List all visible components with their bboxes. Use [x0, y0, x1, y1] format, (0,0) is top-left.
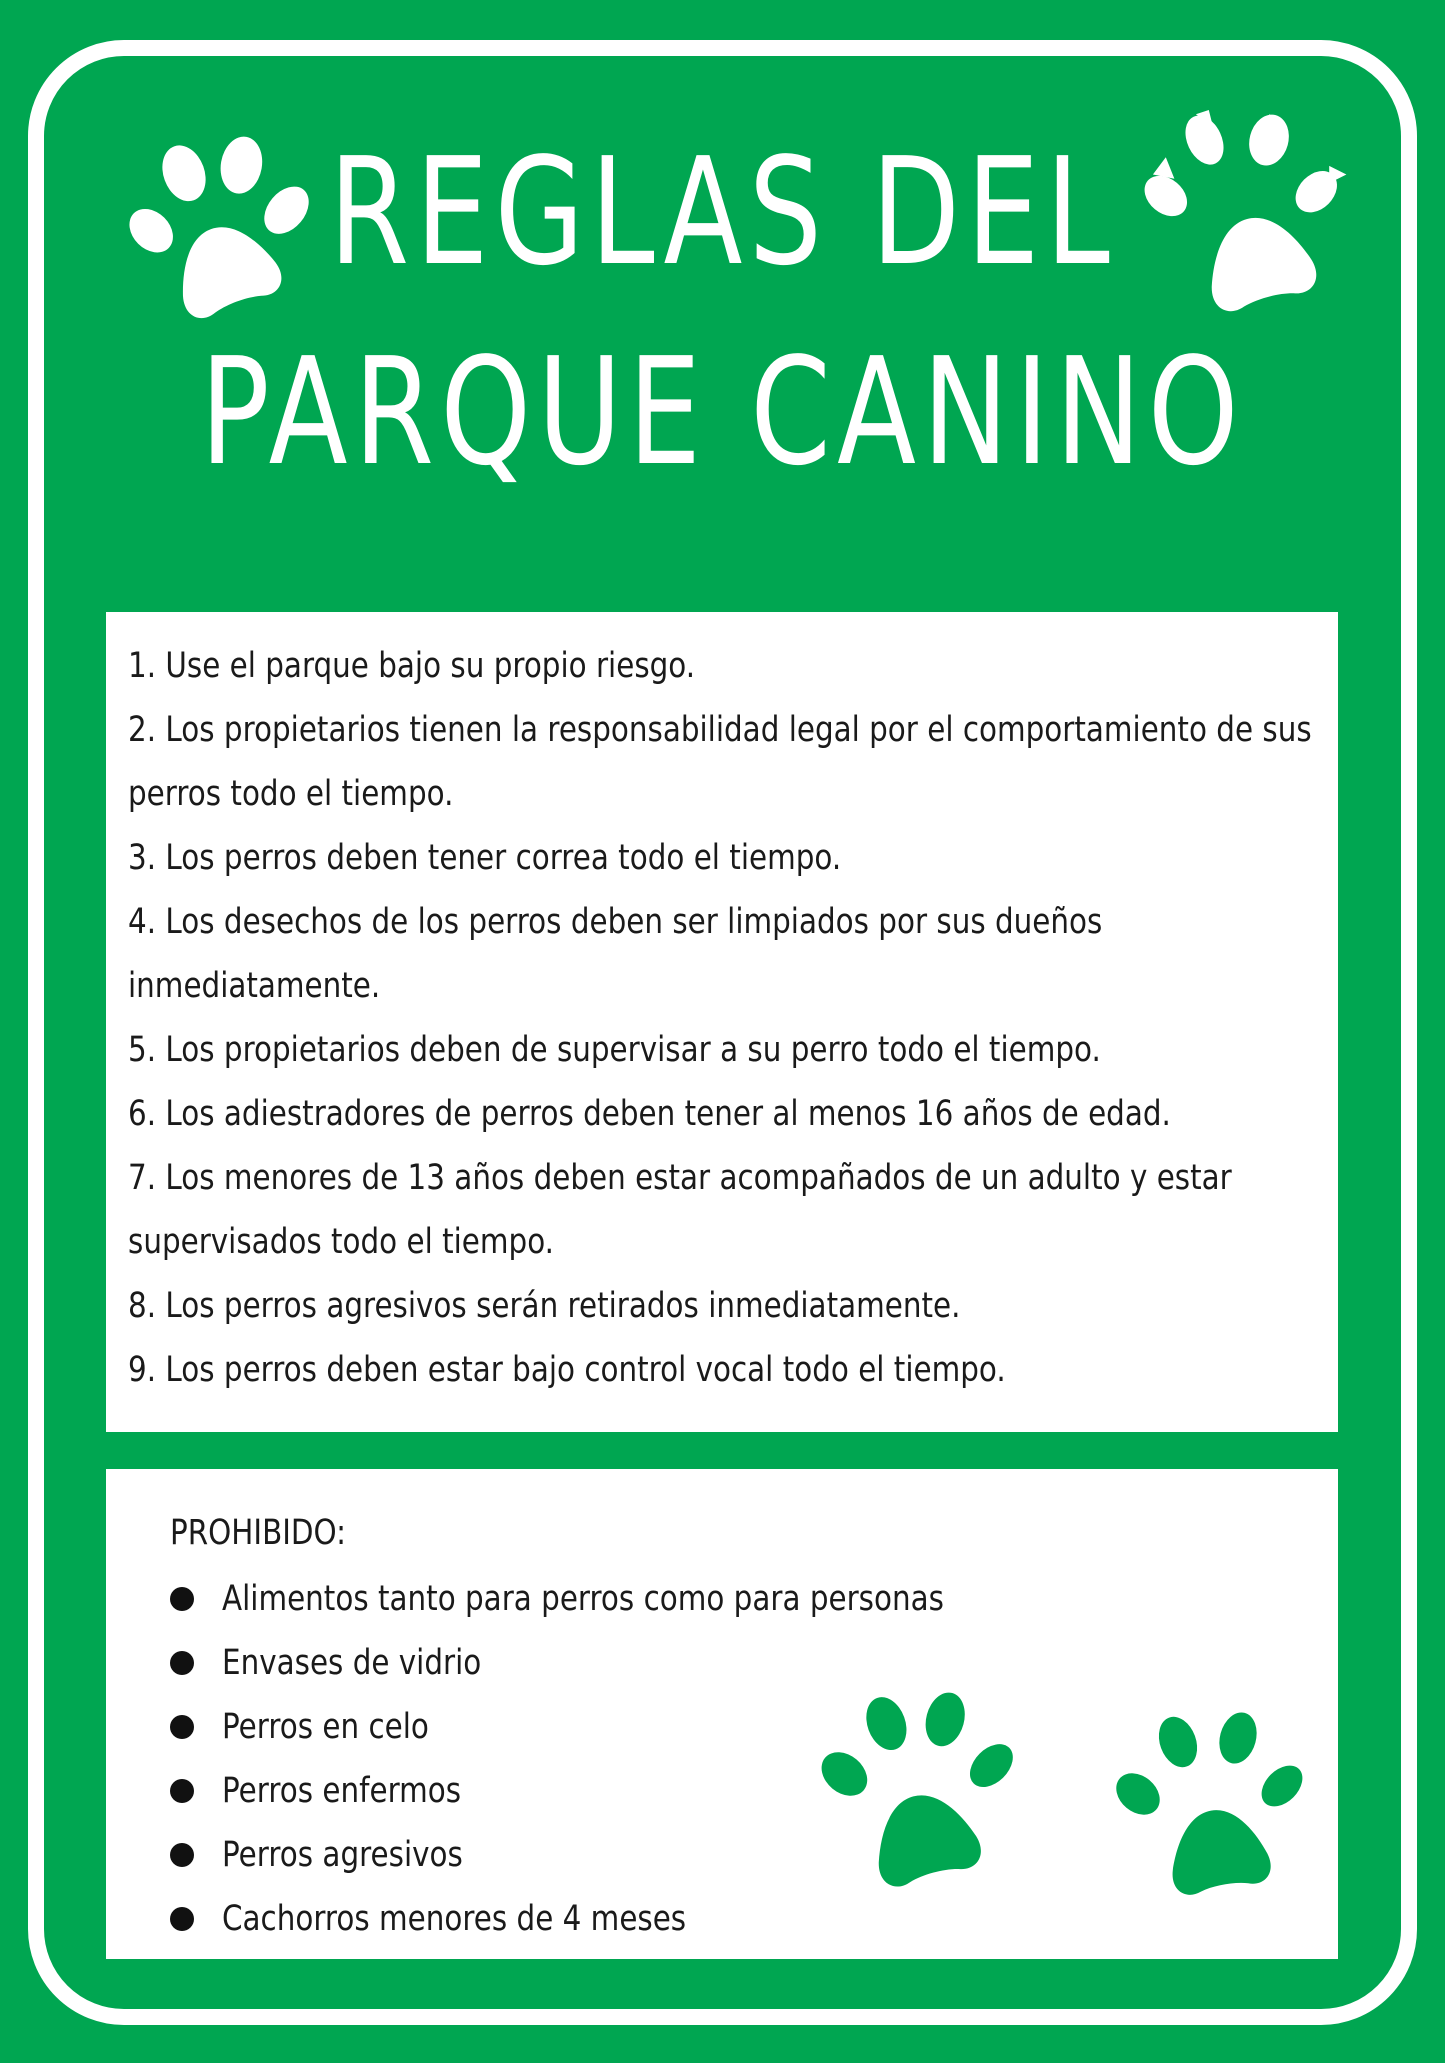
rules-list	[128, 634, 1338, 1402]
bullet-icon	[170, 1907, 194, 1931]
prohibited-item-label: Perros en celo	[222, 1707, 429, 1747]
rule-item: 4. Los desechos de los perros deben ser limpiados por sus dueños inmediatamente.	[128, 902, 1103, 1006]
paw-print-icon	[810, 1690, 1030, 1900]
rule-item: 8. Los perros agresivos serán retirados inmediatamente.	[128, 1286, 961, 1326]
rule-item: 7. Los menores de 13 años deben estar acompañados de un adulto y estar supervisados todo el tiempo.	[128, 1158, 1232, 1262]
prohibited-item-label: Perros agresivos	[222, 1835, 463, 1875]
title-line-2: PARQUE CANINO	[200, 326, 1245, 498]
bullet-icon	[170, 1843, 194, 1867]
prohibited-item-label: Alimentos tanto para perros como para personas	[222, 1579, 944, 1619]
bullet-icon	[170, 1715, 194, 1739]
bullet-icon	[170, 1779, 194, 1803]
rule-item: 5. Los propietarios deben de supervisar a su perro todo el tiempo.	[128, 1030, 1101, 1070]
page-title	[0, 112, 1445, 512]
prohibited-item-label: Perros enfermos	[222, 1771, 462, 1811]
prohibited-item	[170, 1567, 1338, 1631]
prohibited-item-label: Cachorros menores de 4 meses	[222, 1899, 687, 1939]
prohibited-item-label: Envases de vidrio	[222, 1643, 482, 1683]
paw-print-icon	[1110, 1710, 1310, 1910]
rule-item: 2. Los propietarios tienen la responsabilidad legal por el comportamiento de sus perros todo el tiempo.	[128, 710, 1312, 814]
rule-item: 1. Use el parque bajo su propio riesgo.	[128, 646, 696, 686]
title-line-1: REGLAS DEL	[328, 126, 1117, 298]
prohibited-item	[170, 1631, 1338, 1695]
rules-panel	[106, 612, 1338, 1432]
rule-item: 9. Los perros deben estar bajo control vocal todo el tiempo.	[128, 1350, 1006, 1390]
bullet-icon	[170, 1587, 194, 1611]
prohibited-heading: PROHIBIDO:	[170, 1513, 347, 1553]
rule-item: 3. Los perros deben tener correa todo el tiempo.	[128, 838, 842, 878]
bullet-icon	[170, 1651, 194, 1675]
rule-item: 6. Los adiestradores de perros deben tener al menos 16 años de edad.	[128, 1094, 1171, 1134]
